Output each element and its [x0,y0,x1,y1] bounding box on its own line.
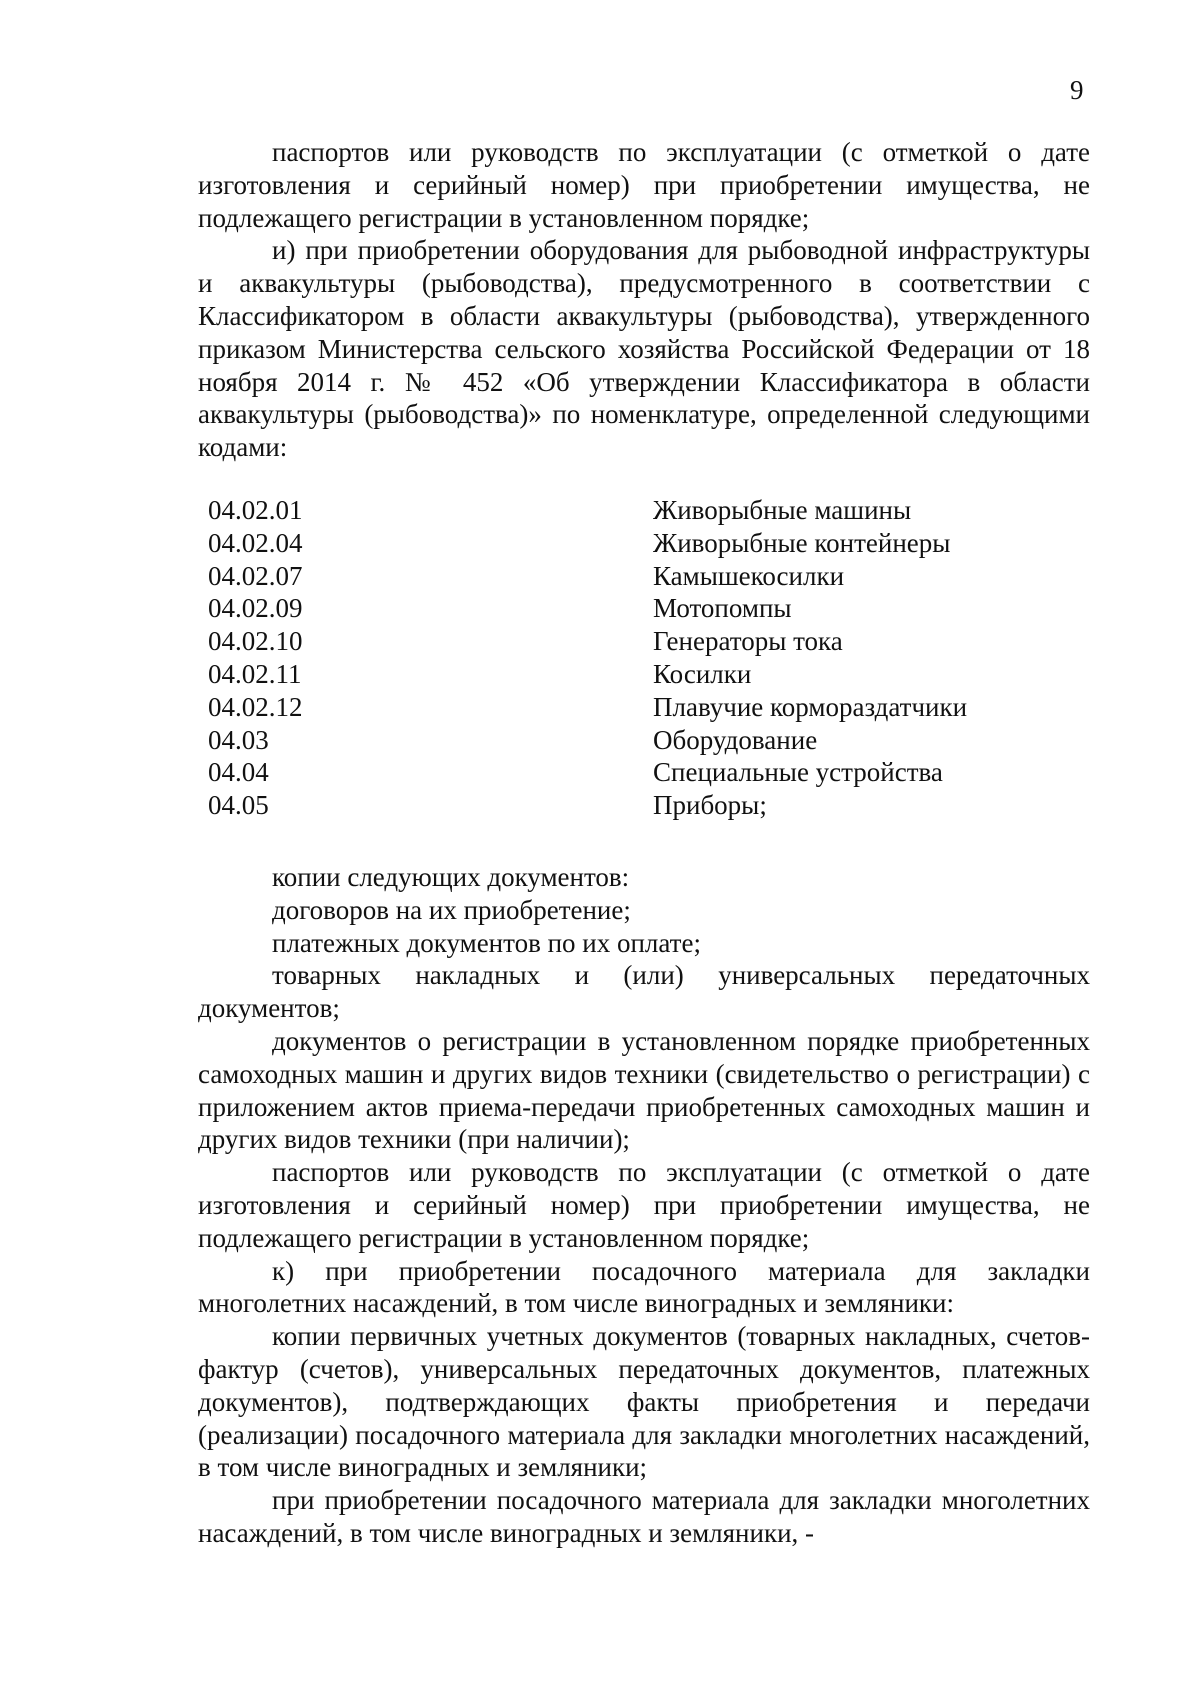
paragraph: договоров на их приобретение; [272,894,631,925]
code-row [208,756,1088,789]
name-cell: Оборудование [653,724,818,755]
paragraph: к) при приобретении посадочного материала для закладки многолетних насаждений, в том числе виноградных и земляники: [198,1255,1090,1319]
paragraph: товарных накладных и (или) универсальных передаточных документов; [198,960,1090,1024]
paragraph: при приобретении посадочного материала для закладки многолетних насаждений, в том числе виноградных и земляники, - [198,1485,1090,1548]
code-cell: 04.02.01 [208,495,303,525]
code-cell: 04.05 [208,790,269,821]
paragraph: паспортов или руководств по эксплуатации (с отметкой о дате изготовления и серийный номер) при приобретении имущества, не подлежащего регистрации в установленном порядке; [198,1157,1090,1253]
code-row [208,560,1088,593]
name-cell: Камышекосилки [653,560,845,591]
code-row [208,527,1088,560]
code-row [208,724,1088,757]
code-row [208,789,1088,822]
name-cell: Косилки [653,658,752,689]
code-cell: 04.03 [208,724,269,755]
code-cell: 04.02.10 [208,626,303,657]
code-row [208,691,1088,724]
code-cell: 04.02.07 [208,560,303,591]
bottom-text-block [198,861,1090,1550]
name-cell: Мотопомпы [653,593,792,624]
paragraph: и) при приобретении оборудования для рыбоводной инфраструктуры и аквакультуры (рыбоводства), предусмотренного в соответствии с Классификатором в области аквакультуры (рыбоводства), утвержденного приказом Министерства сельского хозяйства Российской Федерации от 18 ноября 2014 г. № 452 «Об утверждении Классификатора в области аквакультуры (рыбоводства)» по номенклатуре, определенной следующими кодами: [198,235,1090,463]
code-row [208,592,1088,625]
top-text-block [198,136,1090,464]
code-cell: 04.04 [208,757,269,788]
name-cell: Плавучие кормораздатчики [653,691,968,722]
code-cell: 04.02.04 [208,527,303,558]
name-cell: Специальные устройства [653,757,943,788]
code-cell: 04.02.09 [208,593,303,624]
code-cell: 04.02.12 [208,691,303,722]
paragraph: паспортов или руководств по эксплуатации (с отметкой о дате изготовления и серийный номер) при приобретении имущества, не подлежащего регистрации в установленном порядке; [198,137,1090,233]
code-row [208,625,1088,658]
classifier-codes-table [208,494,1088,822]
paragraph: платежных документов по их оплате; [272,927,701,958]
code-row [208,658,1088,691]
name-cell: Живорыбные машины [653,495,912,525]
name-cell: Приборы; [653,790,767,821]
code-cell: 04.02.11 [208,658,302,689]
paragraph: документов о регистрации в установленном порядке приобретенных самоходных машин и других видов техники (свидетельство о регистрации) с приложением актов приема-передачи приобретенных самоходных машин и других видов техники (при наличии); [198,1025,1090,1155]
code-row [208,494,1088,527]
name-cell: Генераторы тока [653,626,843,657]
page-number: 9 [1070,75,1084,105]
paragraph: копии следующих документов: [272,862,630,892]
paragraph: копии первичных учетных документов (товарных накладных, счетов-фактур (счетов), универсальных передаточных документов, платежных документов), подтверждающих факты приобретения и передачи (реализации) посадочного материала для закладки многолетних насаждений, в том числе виноградных и земляники; [198,1321,1090,1483]
name-cell: Живорыбные контейнеры [653,527,951,558]
